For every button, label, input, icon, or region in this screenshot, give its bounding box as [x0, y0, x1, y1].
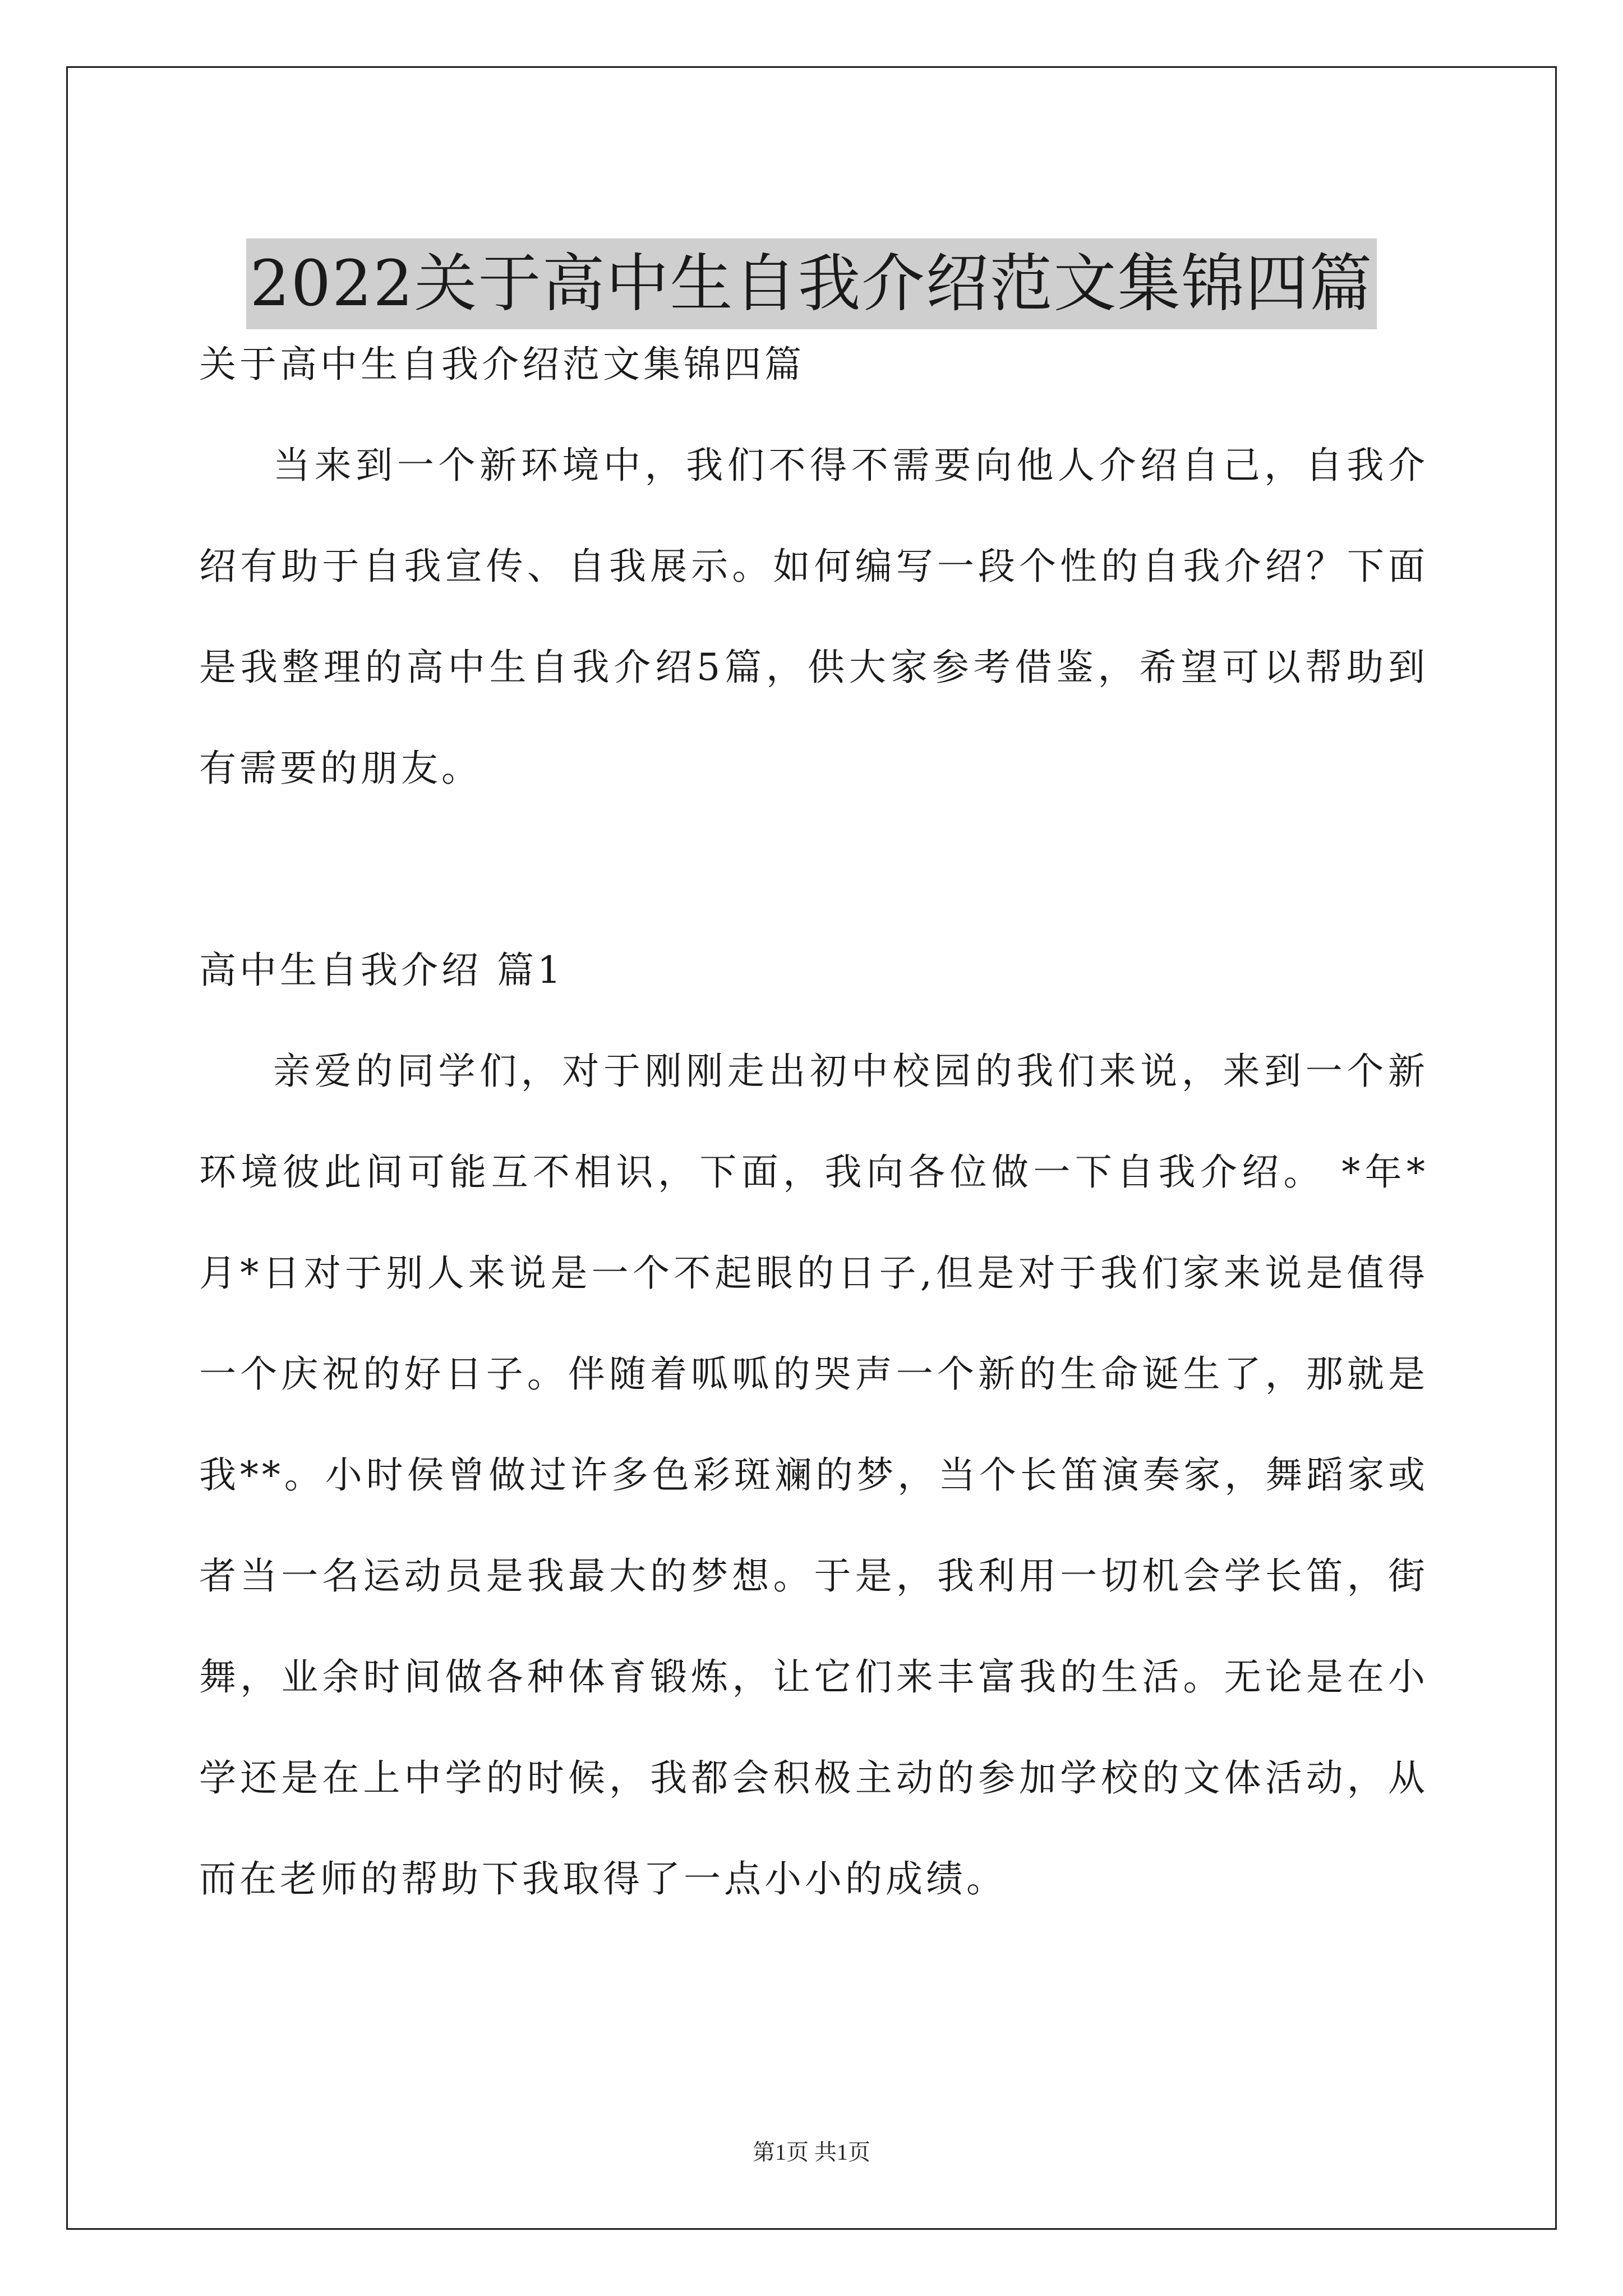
- intro-paragraph: 当来到一个新环境中，我们不得不需要向他人介绍自己，自我介绍有助于自我宣传、自我展示。如何编写一段个性的自我介绍？下面是我整理的高中生自我介绍5篇，供大家参考借鉴，希望可以帮助到有需要的朋友。: [199, 444, 1428, 790]
- section-paragraph: 亲爱的同学们，对于刚刚走出初中校园的我们来说，来到一个新环境彼此间可能互不相识，下面，我向各位做一下自我介绍。 *年*月*日对于别人来说是一个不起眼的日子,但是对于我们家来说是值得一个庆祝的好日子。伴随着呱呱的哭声一个新的生命诞生了，那就是我**。小时侯曾做过许多色彩斑斓的梦，当个长笛演奏家，舞蹈家或者当一名运动员是我最大的梦想。于是，我利用一切机会学长笛，街舞，业余时间做各种体育锻炼，让它们来丰富我的生活。无论是在小学还是在上中学的时候，我都会积极主动的参加学校的文体活动，从而在老师的帮助下我取得了一点小小的成绩。: [199, 1050, 1428, 1901]
- section-heading: 高中生自我介绍 篇1: [199, 949, 564, 992]
- document-title: 2022关于高中生自我介绍范文集锦四篇: [246, 238, 1376, 329]
- document-body: [199, 314, 1428, 1930]
- page-footer: 第1页 共1页: [753, 2139, 870, 2165]
- document-subtitle: 关于高中生自我介绍范文集锦四篇: [199, 343, 805, 386]
